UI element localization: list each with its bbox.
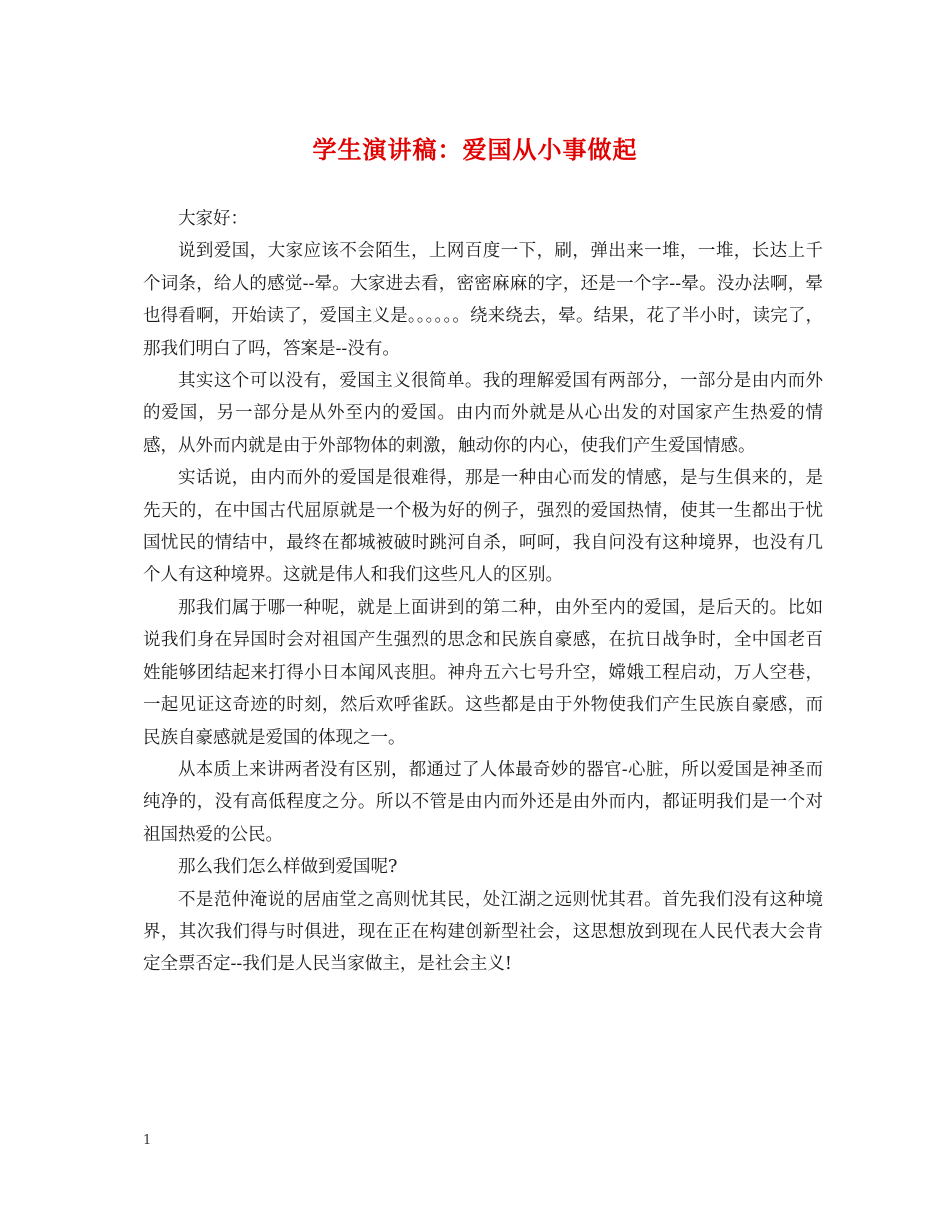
paragraph-definition: 其实这个可以没有，爱国主义很简单。我的理解爱国有两部分，一部分是由内而外的爱国，另一部分是从外至内的爱国。由内而外就是从心出发的对国家产生热爱的情感，从外而内就是由于外部物体的刺激，触动你的内心，使我们产生爱国情感。 (143, 371, 823, 456)
paragraph-outer-patriotism: 那我们属于哪一种呢，就是上面讲到的第二种，由外至内的爱国，是后天的。比如说我们身在异国时会对祖国产生强烈的思念和民族自豪感，在抗日战争时，全中国老百姓能够团结起来打得小日本闻风丧胆。神舟五六七号升空，嫦娥工程启动，万人空巷，一起见证这奇迹的时刻，然后欢呼雀跃。这些都是由于外物使我们产生民族自豪感，而民族自豪感就是爱国的体现之一。 (143, 597, 823, 748)
paragraph-question: 那么我们怎么样做到爱国呢? (178, 857, 398, 878)
paragraph-answer: 不是范仲淹说的居庙堂之高则忧其民，处江湖之远则忧其君。首先我们没有这种境界，其次我们得与时俱进，现在正在构建创新型社会，这思想放到现在人民代表大会肯定全票否定--我们是人民当家做主，是社会主义! (143, 889, 823, 975)
paragraph-essence: 从本质上来讲两者没有区别，都通过了人体最奇妙的器官-心脏，所以爱国是神圣而纯净的，没有高低程度之分。所以不管是由内而外还是由外而内，都证明我们是一个对祖国热爱的公民。 (143, 759, 823, 845)
paragraph-inner-patriotism: 实话说，由内而外的爱国是很难得，那是一种由心而发的情感，是与生俱来的，是先天的，在中国古代屈原就是一个极为好的例子，强烈的爱国热情，使其一生都出于忧国忧民的情结中，最终在都城被破时跳河自杀，呵呵，我自问没有这种境界，也没有几个人有这种境界。这就是伟人和我们这些凡人的区别。 (143, 468, 823, 586)
document-title: 学生演讲稿：爱国从小事做起 (312, 135, 638, 164)
page-number: 1 (143, 1133, 152, 1148)
paragraph-intro: 说到爱国，大家应该不会陌生，上网百度一下，刷，弹出来一堆，一堆，长达上千个词条，给人的感觉--晕。大家进去看，密密麻麻的字，还是一个字--晕。没办法啊，晕也得看啊，开始读了，爱国主义是。。。。。。绕来绕去，晕。结果，花了半小时，读完了，那我们明白了吗，答案是--没有。 (143, 241, 823, 359)
paragraph-greeting: 大家好： (178, 209, 248, 229)
document-body (143, 203, 823, 981)
